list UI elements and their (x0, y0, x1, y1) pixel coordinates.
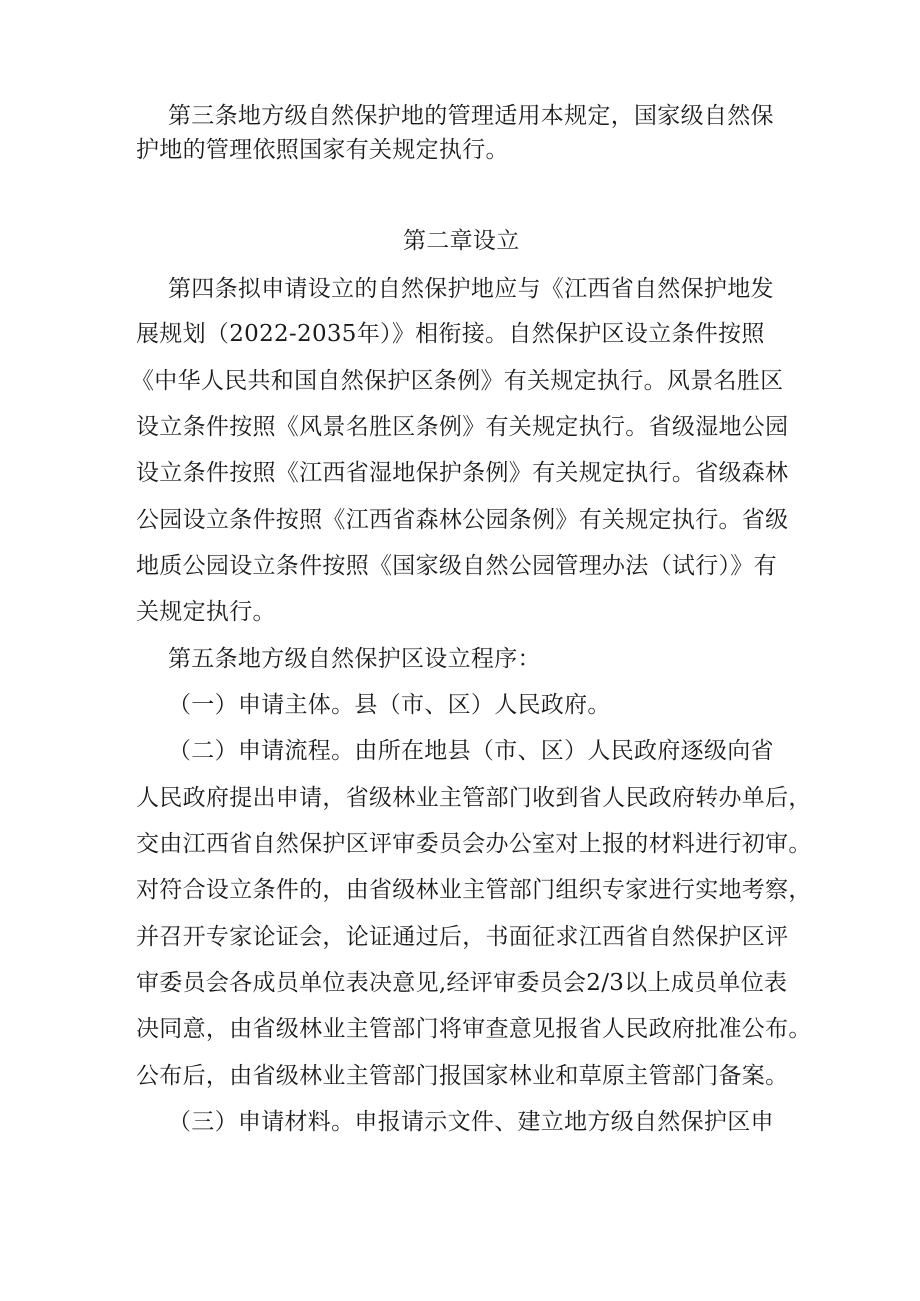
item-1-line: （一）申请主体。县（市、区）人民政府。 (168, 692, 611, 718)
article-4-line-6: 公园设立条件按照《江西省森林公园条例》有关规定执行。省级 (136, 507, 789, 533)
article-3-line-1: 第三条地方级自然保护地的管理适用本规定，国家级自然保 (168, 103, 774, 129)
item-2-line-6: 审委员会各成员单位表决意见,经评审委员会2/3以上成员单位表 (136, 970, 788, 996)
item-2-line-8: 公布后，由省级林业主管部门报国家林业和草原主管部门备案。 (136, 1063, 789, 1089)
article-4-line-4: 设立条件按照《风景名胜区条例》有关规定执行。省级湿地公园 (136, 414, 789, 440)
article-4-line-3: 《中华人民共和国自然保护区条例》有关规定执行。风景名胜区 (131, 368, 784, 394)
item-3-line-1: （三）申请材料。申报请示文件、建立地方级自然保护区申 (168, 1109, 774, 1135)
item-2-line-2: 人民政府提出申请，省级林业主管部门收到省人民政府转办单后， (136, 785, 812, 811)
chapter-heading: 第二章设立 (403, 228, 520, 254)
item-2-line-4: 对符合设立条件的，由省级林业主管部门组织专家进行实地考察， (136, 877, 812, 903)
article-4-line-2: 展规划（2022-2035年）》相衔接。自然保护区设立条件按照 (136, 321, 765, 347)
article-4-line-7: 地质公园设立条件按照《国家级自然公园管理办法（试行）》有 (136, 553, 777, 579)
article-4-line-8: 关规定执行。 (136, 599, 276, 625)
article-4-line-1: 第四条拟申请设立的自然保护地应与《江西省自然保护地发 (168, 276, 774, 302)
item-2-line-5: 并召开专家论证会，论证通过后，书面征求江西省自然保护区评 (136, 924, 789, 950)
item-2-line-7: 决同意，由省级林业主管部门将审查意见报省人民政府批准公布。 (136, 1016, 812, 1042)
article-3-line-2: 护地的管理依照国家有关规定执行。 (136, 137, 509, 163)
article-5-heading: 第五条地方级自然保护区设立程序： (168, 646, 541, 672)
article-4-line-5: 设立条件按照《江西省湿地保护条例》有关规定执行。省级森林 (136, 460, 789, 486)
item-2-line-1: （二）申请流程。由所在地县（市、区）人民政府逐级向省 (168, 738, 774, 764)
item-2-line-3: 交由江西省自然保护区评审委员会办公室对上报的材料进行初审。 (136, 831, 812, 857)
